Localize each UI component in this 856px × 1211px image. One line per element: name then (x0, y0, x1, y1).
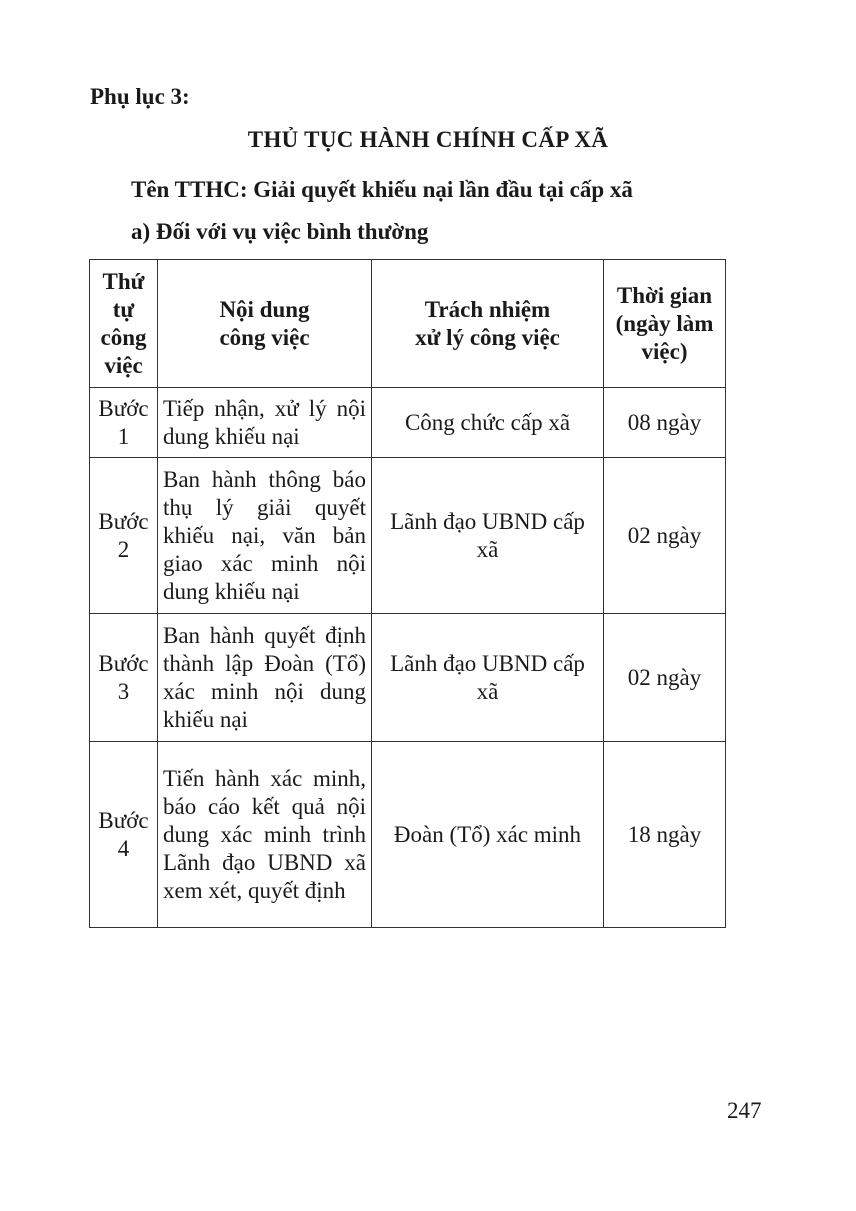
header-order-line: công (100, 324, 147, 350)
step-number: 2 (117, 536, 130, 562)
header-content-line: công việc (219, 324, 310, 350)
appendix-label: Phụ lục 3: (90, 84, 190, 109)
header-responsibility-line: xử lý công việc (415, 324, 560, 350)
time-cell: 02 ngày (604, 458, 726, 614)
responsibility-cell: Lãnh đạo UBND cấp xã (372, 614, 604, 742)
header-content (158, 260, 372, 388)
responsibility-cell: Lãnh đạo UBND cấp xã (372, 458, 604, 614)
header-content-line: Nội dung (219, 296, 310, 322)
table-row (90, 742, 726, 928)
step-label: Bước (98, 508, 149, 534)
content-cell: Ban hành quyết định thành lập Đoàn (Tổ) xác minh nội dung khiếu nại (158, 614, 372, 742)
header-time-line: việc) (641, 338, 688, 364)
procedure-table (89, 259, 726, 928)
section-heading: a) Đối với vụ việc bình thường (131, 219, 429, 244)
step-label: Bước (98, 650, 149, 676)
table-header-row (90, 260, 726, 388)
table-row (90, 388, 726, 458)
page-title: THỦ TỤC HÀNH CHÍNH CẤP XÃ (247, 127, 609, 152)
responsibility-cell: Đoàn (Tổ) xác minh (372, 742, 604, 928)
step-number: 4 (117, 835, 130, 861)
step-cell (90, 458, 158, 614)
table-row (90, 614, 726, 742)
content-cell: Tiếp nhận, xử lý nội dung khiếu nại (158, 388, 372, 458)
header-responsibility (372, 260, 604, 388)
time-cell: 08 ngày (604, 388, 726, 458)
header-order-line: Thứ (102, 268, 145, 294)
step-cell (90, 614, 158, 742)
content-cell: Ban hành thông báo thụ lý giải quyết khiếu nại, văn bản giao xác minh nội dung khiếu nại (158, 458, 372, 614)
header-time-line: Thời gian (616, 282, 713, 308)
header-time (604, 260, 726, 388)
time-cell: 02 ngày (604, 614, 726, 742)
step-cell (90, 742, 158, 928)
step-label: Bước (98, 807, 149, 833)
step-cell (90, 388, 158, 458)
page-number: 247 (727, 1098, 762, 1123)
responsibility-cell: Công chức cấp xã (372, 388, 604, 458)
table-row (90, 458, 726, 614)
header-time-line: (ngày làm (615, 310, 714, 336)
header-responsibility-line: Trách nhiệm (424, 296, 551, 322)
header-order-line: tự (112, 296, 135, 322)
content-cell: Tiến hành xác minh, báo cáo kết quả nội dung xác minh trình Lãnh đạo UBND xã xem xét, quyết định (158, 742, 372, 928)
procedure-name: Tên TTHC: Giải quyết khiếu nại lần đầu tại cấp xã (131, 177, 633, 202)
header-order (90, 260, 158, 388)
step-number: 3 (117, 678, 130, 704)
step-label: Bước (98, 395, 149, 421)
header-order-line: việc (104, 352, 143, 378)
time-cell: 18 ngày (604, 742, 726, 928)
step-number: 1 (117, 423, 130, 449)
